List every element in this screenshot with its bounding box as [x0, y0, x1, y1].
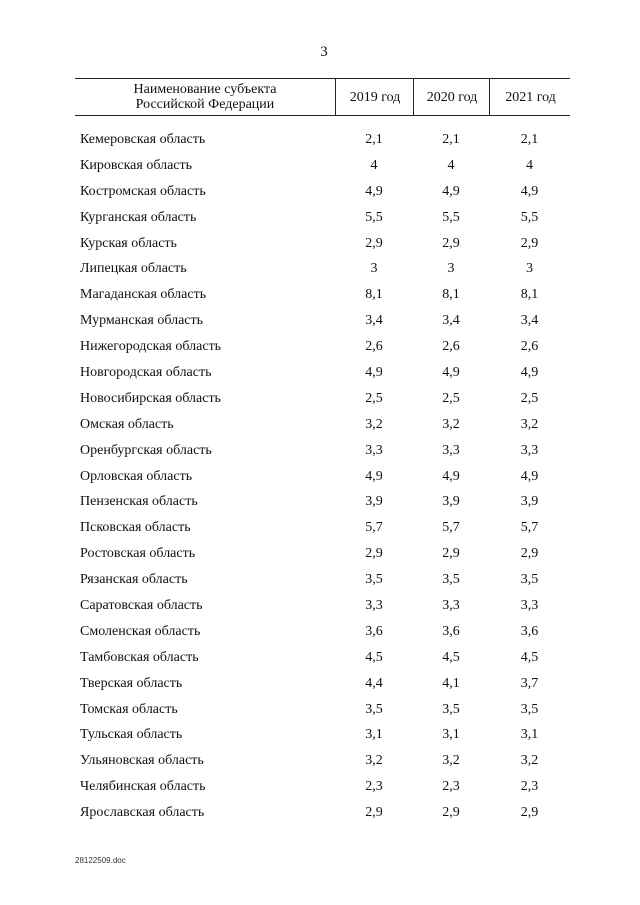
table-row [75, 231, 570, 257]
value-2020-cell: 3,4 [442, 313, 460, 329]
table-row [75, 593, 570, 619]
value-2020-cell: 3,9 [442, 494, 460, 510]
table-row [75, 567, 570, 593]
value-2021-cell: 2,9 [520, 235, 539, 251]
region-name-cell: Саратовская область [80, 598, 203, 614]
table-row [75, 334, 570, 360]
value-2021-cell: 3,2 [520, 753, 539, 769]
value-2020-cell: 2,6 [442, 339, 460, 355]
value-2020-cell: 3,2 [442, 753, 460, 769]
region-name-cell: Мурманская область [80, 313, 204, 329]
value-2021-cell: 3,1 [520, 727, 539, 743]
value-2020-cell: 2,1 [442, 132, 460, 147]
document-code: 28122509.doc [75, 856, 126, 865]
value-2021-cell: 3,7 [520, 675, 539, 691]
value-2019-cell: 2,9 [365, 546, 383, 562]
table-row [75, 645, 570, 671]
value-2020-cell: 3,5 [442, 701, 460, 717]
region-name-cell: Тамбовская область [80, 649, 199, 665]
region-name-cell: Курганская область [80, 209, 197, 225]
value-2019-cell: 8,1 [365, 287, 383, 303]
value-2021-cell: 3,2 [520, 416, 539, 432]
value-2019-cell: 3,1 [365, 727, 383, 743]
value-2020-cell: 2,9 [442, 546, 460, 562]
value-2020-cell: 3,2 [442, 416, 460, 432]
table-row [75, 127, 570, 153]
region-name-cell: Томская область [80, 701, 178, 717]
table-row [75, 282, 570, 308]
value-2020-cell: 3,5 [442, 572, 460, 588]
table-body [75, 127, 570, 826]
value-2020-cell: 2,3 [442, 779, 460, 795]
value-2021-cell: 5,7 [520, 520, 539, 536]
value-2021-cell: 4,9 [520, 183, 539, 199]
value-2021-cell: 3 [526, 261, 533, 277]
value-2020-cell: 3,3 [442, 598, 460, 614]
value-2020-cell: 3,1 [442, 727, 460, 743]
region-name-cell: Челябинская область [80, 779, 206, 795]
value-2021-cell: 2,9 [520, 805, 539, 821]
value-2019-cell: 3,2 [365, 416, 383, 432]
value-2019-cell: 2,9 [365, 235, 383, 251]
value-2021-cell: 3,3 [520, 442, 539, 458]
table-row [75, 722, 570, 748]
region-name-cell: Магаданская область [80, 287, 207, 303]
header-subject-name [75, 79, 335, 115]
value-2019-cell: 2,3 [365, 779, 383, 795]
value-2020-cell: 2,5 [442, 390, 460, 406]
value-2020-cell: 3 [447, 261, 455, 277]
value-2021-cell: 2,5 [520, 390, 539, 406]
region-name-cell: Псковская область [80, 520, 191, 536]
value-2021-cell: 4,9 [520, 468, 539, 484]
region-name-cell: Кировская область [80, 157, 193, 173]
value-2021-cell: 3,5 [520, 572, 539, 588]
value-2021-cell: 3,6 [520, 623, 539, 639]
table-row [75, 179, 570, 205]
header-year-2021: 2021 год [489, 79, 571, 115]
header-subject-name-line1: Наименование субъекта [133, 82, 277, 97]
table-row [75, 774, 570, 800]
value-2021-cell: 2,1 [520, 132, 539, 147]
table-row [75, 671, 570, 697]
table-row [75, 800, 570, 826]
value-2021-cell: 2,3 [520, 779, 539, 795]
table-row [75, 697, 570, 723]
region-name-cell: Нижегородская область [80, 339, 222, 355]
table-header [75, 78, 570, 116]
table-row [75, 205, 570, 231]
value-2020-cell: 8,1 [442, 287, 460, 303]
value-2020-cell: 4,9 [442, 183, 460, 199]
region-name-cell: Оренбургская область [80, 442, 212, 458]
header-year-2019: 2019 год [335, 79, 414, 115]
region-name-cell: Смоленская область [80, 623, 201, 639]
value-2019-cell: 2,9 [365, 805, 383, 821]
value-2020-cell: 4 [447, 157, 455, 173]
region-name-cell: Ростовская область [80, 546, 196, 562]
value-2021-cell: 4,9 [520, 365, 539, 381]
region-name-cell: Рязанская область [80, 572, 188, 588]
value-2020-cell: 3,3 [442, 442, 460, 458]
value-2021-cell: 3,4 [520, 313, 539, 329]
table-row [75, 308, 570, 334]
value-2020-cell: 4,9 [442, 468, 460, 484]
page-number: 3 [320, 44, 328, 60]
value-2019-cell: 3,2 [365, 753, 383, 769]
table-row [75, 438, 570, 464]
value-2019-cell: 4,9 [365, 468, 383, 484]
region-name-cell: Кемеровская область [80, 132, 206, 147]
value-2019-cell: 3,4 [365, 313, 383, 329]
table-row [75, 386, 570, 412]
region-name-cell: Тульская область [80, 727, 183, 743]
table-row [75, 515, 570, 541]
regions-table [75, 78, 570, 821]
table-row [75, 748, 570, 774]
table-row [75, 360, 570, 386]
region-name-cell: Ярославская область [80, 805, 205, 821]
value-2021-cell: 8,1 [520, 287, 539, 303]
value-2020-cell: 4,5 [442, 649, 460, 665]
table-row [75, 464, 570, 490]
table-row [75, 489, 570, 515]
value-2020-cell: 3,6 [442, 623, 460, 639]
value-2020-cell: 4,1 [442, 675, 460, 691]
value-2019-cell: 2,1 [365, 132, 383, 147]
table-row [75, 153, 570, 179]
value-2019-cell: 2,6 [365, 339, 383, 355]
value-2019-cell: 3,3 [365, 442, 383, 458]
value-2019-cell: 4,5 [365, 649, 383, 665]
table-row [75, 619, 570, 645]
value-2021-cell: 3,5 [520, 701, 539, 717]
value-2020-cell: 4,9 [442, 365, 460, 381]
value-2021-cell: 5,5 [520, 209, 539, 225]
header-year-2020: 2020 год [413, 79, 490, 115]
value-2021-cell: 4 [526, 157, 533, 173]
value-2019-cell: 4 [370, 157, 378, 173]
value-2019-cell: 5,5 [365, 209, 383, 225]
value-2019-cell: 4,9 [365, 365, 383, 381]
table-row [75, 412, 570, 438]
value-2019-cell: 2,5 [365, 390, 383, 406]
value-2019-cell: 3,9 [365, 494, 383, 510]
value-2021-cell: 2,6 [520, 339, 539, 355]
value-2019-cell: 3,6 [365, 623, 383, 639]
region-name-cell: Пензенская область [80, 494, 198, 510]
region-name-cell: Тверская область [80, 675, 183, 691]
region-name-cell: Новосибирская область [80, 390, 221, 406]
header-subject-name-line2: Российской Федерации [135, 97, 275, 112]
value-2019-cell: 5,7 [365, 520, 383, 536]
table-row [75, 256, 570, 282]
region-name-cell: Липецкая область [80, 261, 187, 277]
region-name-cell: Курская область [80, 235, 177, 251]
value-2019-cell: 3,3 [365, 598, 383, 614]
value-2021-cell: 3,9 [520, 494, 539, 510]
value-2021-cell: 3,3 [520, 598, 539, 614]
value-2020-cell: 2,9 [442, 805, 460, 821]
value-2019-cell: 3 [370, 261, 378, 277]
value-2021-cell: 2,9 [520, 546, 539, 562]
value-2019-cell: 4,9 [365, 183, 383, 199]
region-name-cell: Орловская область [80, 468, 193, 484]
region-name-cell: Ульяновская область [80, 753, 204, 769]
value-2019-cell: 3,5 [365, 572, 383, 588]
value-2020-cell: 5,5 [442, 209, 460, 225]
value-2019-cell: 3,5 [365, 701, 383, 717]
region-name-cell: Омская область [80, 416, 174, 432]
value-2019-cell: 4,4 [365, 675, 383, 691]
value-2020-cell: 2,9 [442, 235, 460, 251]
value-2020-cell: 5,7 [442, 520, 460, 536]
value-2021-cell: 4,5 [520, 649, 539, 665]
region-name-cell: Костромская область [80, 183, 206, 199]
table-row [75, 541, 570, 567]
region-name-cell: Новгородская область [80, 365, 212, 381]
